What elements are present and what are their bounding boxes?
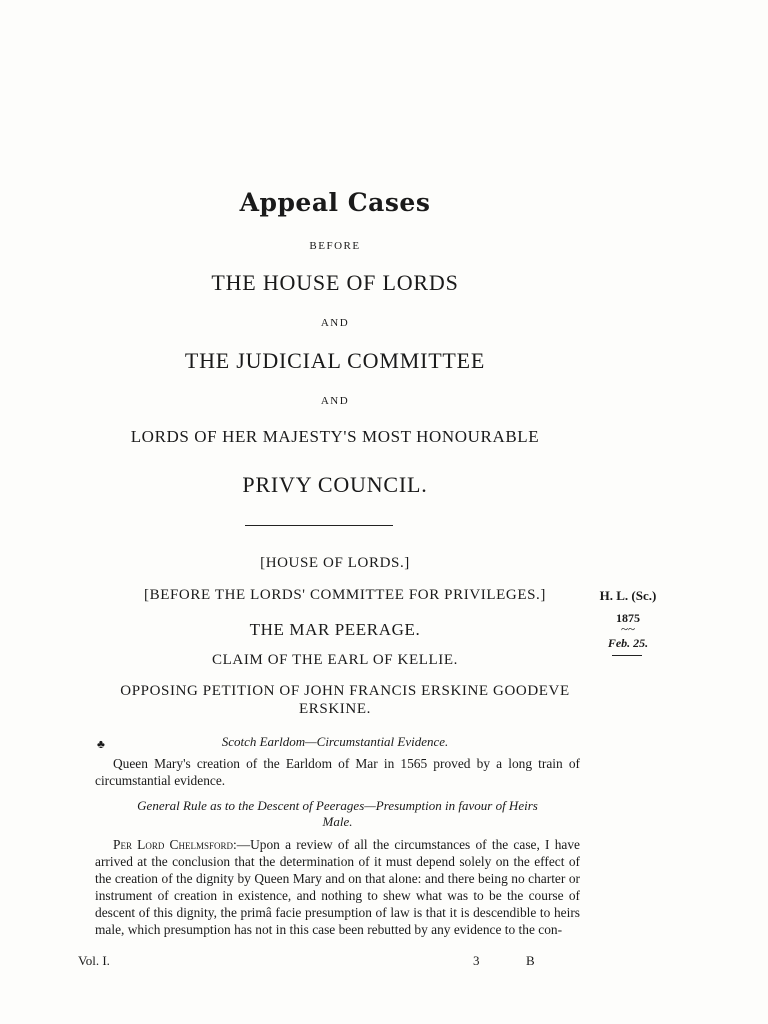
- headnote-heading-1: Scotch Earldom—Circumstantial Evidence.: [221, 734, 449, 749]
- case-name: THE MAR PEERAGE.: [249, 620, 421, 639]
- privy-council-heading: PRIVY COUNCIL.: [242, 472, 428, 497]
- sidenote-rule: [612, 655, 642, 656]
- headnote-paragraph-2-text: :—Upon a review of all the circumstances of the case, I have arrived at the conclusion that the determination of it must depend solely on the effect of the creation of the dignity by Queen Mary and on that alone: and there being no charter or instrument of creation in existence, and nothing to shew what was to be the course of descent of this dignity, the primâ facie presumption of law is that it is descendible to heirs male, which presumption has not in this case been rebutted by any evidence to the con-: [95, 837, 580, 937]
- divider-rule: [245, 525, 393, 526]
- sidenote-year: 1875: [616, 611, 640, 625]
- court-label: [HOUSE OF LORDS.]: [260, 555, 410, 571]
- footer-signature: B: [526, 953, 535, 968]
- footer-volume: Vol. I.: [78, 953, 110, 968]
- headnote-paragraph-2: [95, 836, 580, 938]
- bullet-mark-icon: ♣: [97, 737, 105, 751]
- sidenote-court: H. L. (Sc.): [599, 588, 657, 603]
- before-label: BEFORE: [309, 240, 361, 252]
- and-label-2: AND: [320, 395, 350, 407]
- headnote-heading-2-line-1: General Rule as to the Descent of Peerages—Presumption in favour of Heirs: [137, 798, 538, 813]
- committee-label: [BEFORE THE LORDS' COMMITTEE FOR PRIVILEGES.]: [144, 587, 546, 603]
- sidenote-tilde: ~~: [620, 621, 636, 636]
- and-label-1: AND: [320, 317, 350, 329]
- opposing-petition-line-2: ERSKINE.: [299, 701, 371, 717]
- claim-line: CLAIM OF THE EARL OF KELLIE.: [212, 652, 458, 668]
- judicial-committee-heading: THE JUDICIAL COMMITTEE: [184, 348, 486, 373]
- page-title: Appeal Cases: [239, 188, 431, 217]
- headnote-speaker: Per Lord Chelmsford: [113, 837, 233, 852]
- house-of-lords-heading: THE HOUSE OF LORDS: [211, 270, 459, 295]
- lords-majesty-heading: LORDS OF HER MAJESTY'S MOST HONOURABLE: [130, 427, 540, 446]
- sidenote-date: Feb. 25.: [607, 636, 649, 650]
- headnote-heading-2-line-2: Male.: [322, 814, 353, 829]
- headnote-paragraph-1: Queen Mary's creation of the Earldom of Mar in 1565 proved by a long train of circumstantial evidence.: [95, 756, 580, 788]
- footer-page-number: 3: [473, 953, 480, 968]
- opposing-petition-line-1: OPPOSING PETITION OF JOHN FRANCIS ERSKINE GOODEVE: [120, 683, 570, 699]
